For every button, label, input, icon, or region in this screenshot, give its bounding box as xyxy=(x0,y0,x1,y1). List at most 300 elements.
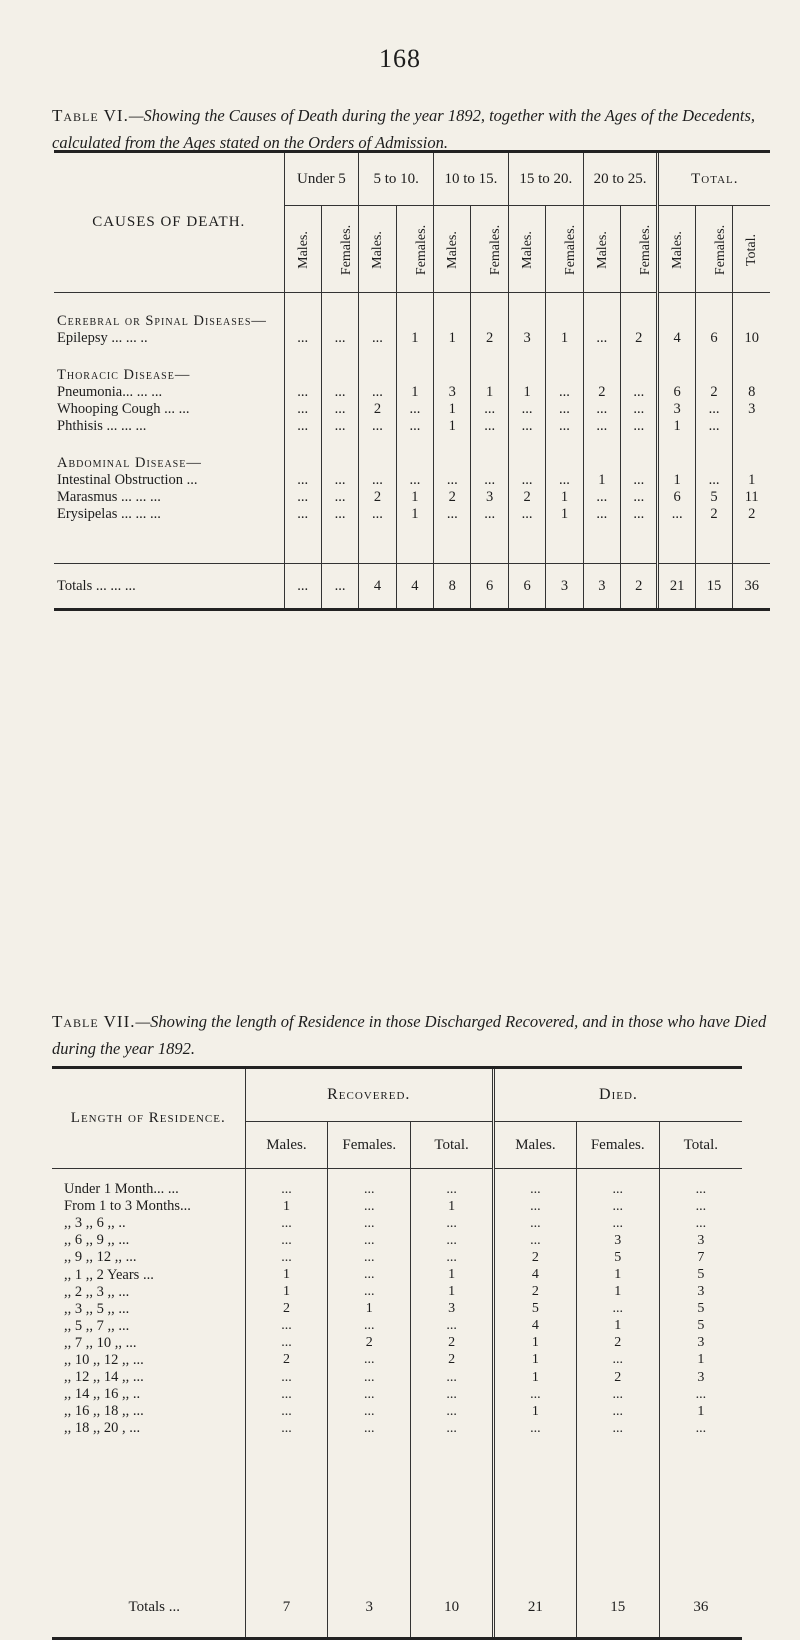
value-cell: ... xyxy=(621,384,658,401)
empty-cell xyxy=(658,435,695,455)
residence-label: ,, 3 ,, 6 ,, .. xyxy=(64,1215,126,1232)
spacer-row xyxy=(52,1437,742,1577)
table7-caption-label: Table VII. xyxy=(52,1012,136,1031)
value-cell: 1 xyxy=(434,418,471,435)
table6-caption-label: Table VI. xyxy=(52,106,129,125)
empty-cell xyxy=(733,313,770,330)
residence-label: ,, 10 ,, 12 ,, ... xyxy=(64,1351,144,1368)
empty-cell xyxy=(321,293,358,314)
value-cell: ... xyxy=(321,489,358,506)
value-cell: 2 xyxy=(583,384,620,401)
value-cell: ... xyxy=(328,1369,411,1386)
value-cell: 1 xyxy=(658,472,695,489)
total-value-cell: 36 xyxy=(733,564,770,609)
value-cell: 5 xyxy=(494,1301,577,1318)
value-cell: ... xyxy=(411,1420,494,1437)
empty-cell xyxy=(245,1437,328,1577)
value-cell: 2 xyxy=(359,401,396,418)
value-cell: 2 xyxy=(508,489,545,506)
value-cell: 6 xyxy=(695,330,732,347)
empty-cell xyxy=(508,455,545,472)
value-cell: ... xyxy=(471,401,508,418)
table-row xyxy=(52,1198,742,1215)
value-cell: 1 xyxy=(494,1369,577,1386)
empty-cell xyxy=(695,347,732,367)
empty-cell xyxy=(321,523,358,543)
value-cell: 3 xyxy=(411,1301,494,1318)
total-value-cell: 8 xyxy=(434,564,471,609)
value-cell: 3 xyxy=(659,1232,742,1249)
empty-cell xyxy=(508,523,545,543)
value-cell: ... xyxy=(245,1369,328,1386)
table7 xyxy=(52,1066,742,1640)
empty-cell xyxy=(733,367,770,384)
value-cell: ... xyxy=(328,1181,411,1198)
sex-column-header xyxy=(658,206,695,293)
empty-cell xyxy=(328,1169,411,1182)
value-cell: 3 xyxy=(659,1284,742,1301)
empty-cell xyxy=(658,367,695,384)
cause-label: Erysipelas ... ... ... xyxy=(57,506,161,522)
empty-cell xyxy=(434,543,471,564)
value-cell: 6 xyxy=(658,489,695,506)
residence-label: ,, 1 ,, 2 Years ... xyxy=(64,1266,154,1283)
value-cell: 1 xyxy=(546,489,583,506)
value-cell: ... xyxy=(621,506,658,523)
table-row xyxy=(52,1352,742,1369)
empty-cell xyxy=(471,347,508,367)
column-header: Females. xyxy=(328,1122,411,1169)
empty-cell xyxy=(695,293,732,314)
sex-column-header xyxy=(396,206,433,293)
sex-column-header xyxy=(583,206,620,293)
table-row xyxy=(52,1335,742,1352)
value-cell: ... xyxy=(359,330,396,347)
residence-label: Under 1 Month... ... xyxy=(64,1181,179,1198)
totals-label: Totals ... xyxy=(128,1598,180,1615)
empty-cell xyxy=(546,347,583,367)
value-cell: ... xyxy=(494,1198,577,1215)
value-cell: ... xyxy=(284,384,321,401)
value-cell: 1 xyxy=(583,472,620,489)
column-header: Total. xyxy=(411,1122,494,1169)
empty-cell xyxy=(695,543,732,564)
value-cell: ... xyxy=(284,401,321,418)
value-cell: 2 xyxy=(411,1352,494,1369)
value-cell: ... xyxy=(576,1215,659,1232)
empty-cell xyxy=(695,313,732,330)
value-cell: 2 xyxy=(733,506,770,523)
value-cell: ... xyxy=(659,1215,742,1232)
value-cell: 1 xyxy=(396,330,433,347)
empty-cell xyxy=(284,523,321,543)
cause-label: Marasmus ... ... ... xyxy=(57,489,161,505)
sex-column-label: Females. xyxy=(338,224,354,275)
value-cell: ... xyxy=(695,418,732,435)
residence-label: ,, 18 ,, 20 , ... xyxy=(64,1420,141,1437)
empty-cell xyxy=(658,523,695,543)
value-cell: ... xyxy=(411,1318,494,1335)
value-cell: ... xyxy=(284,330,321,347)
empty-cell xyxy=(546,543,583,564)
empty-cell xyxy=(434,435,471,455)
total-value-cell: 2 xyxy=(621,564,658,609)
cause-label: Epilepsy ... ... .. xyxy=(57,330,148,346)
page-number: 168 xyxy=(379,44,421,73)
empty-cell xyxy=(583,293,620,314)
residence-label: From 1 to 3 Months... xyxy=(64,1198,191,1215)
value-cell: ... xyxy=(284,418,321,435)
value-cell: 11 xyxy=(733,489,770,506)
empty-cell xyxy=(658,313,695,330)
empty-cell xyxy=(284,347,321,367)
spacer-cell xyxy=(54,435,284,455)
total-value-cell: 15 xyxy=(695,564,732,609)
table-row xyxy=(54,472,770,489)
empty-cell xyxy=(359,293,396,314)
spacer-cell xyxy=(54,347,284,367)
value-cell: 1 xyxy=(494,1403,577,1420)
value-cell: ... xyxy=(621,472,658,489)
sex-column-header xyxy=(321,206,358,293)
spacer-row xyxy=(54,293,770,314)
total-value-cell: 4 xyxy=(359,564,396,609)
section-title-row xyxy=(54,313,770,330)
spacer-row xyxy=(54,543,770,564)
value-cell: 1 xyxy=(733,472,770,489)
value-cell: ... xyxy=(576,1386,659,1403)
empty-cell xyxy=(733,293,770,314)
value-cell: ... xyxy=(576,1403,659,1420)
value-cell: 6 xyxy=(658,384,695,401)
value-cell: ... xyxy=(328,1352,411,1369)
spacer-row xyxy=(54,523,770,543)
age-group-header: 15 to 20. xyxy=(508,153,583,206)
value-cell: ... xyxy=(471,472,508,489)
empty-cell xyxy=(359,523,396,543)
value-cell: 2 xyxy=(576,1369,659,1386)
empty-cell xyxy=(583,543,620,564)
sex-column-header xyxy=(733,206,770,293)
value-cell: ... xyxy=(471,418,508,435)
empty-cell xyxy=(321,455,358,472)
empty-cell xyxy=(396,435,433,455)
causes-header: CAUSES OF DEATH. xyxy=(54,153,284,293)
value-cell: ... xyxy=(494,1232,577,1249)
totals-row xyxy=(52,1577,742,1637)
sex-column-label: Females. xyxy=(413,224,429,275)
value-cell: ... xyxy=(359,418,396,435)
section-title-row xyxy=(54,367,770,384)
empty-cell xyxy=(284,313,321,330)
total-value-cell: ... xyxy=(321,564,358,609)
value-cell: 1 xyxy=(508,384,545,401)
value-cell: ... xyxy=(546,401,583,418)
value-cell: ... xyxy=(245,1232,328,1249)
table-row xyxy=(52,1318,742,1335)
value-cell: ... xyxy=(245,1420,328,1437)
value-cell: ... xyxy=(328,1215,411,1232)
empty-cell xyxy=(583,313,620,330)
age-group-header: Under 5 xyxy=(284,153,359,206)
value-cell: ... xyxy=(411,1386,494,1403)
value-cell: ... xyxy=(396,418,433,435)
empty-cell xyxy=(658,293,695,314)
empty-cell xyxy=(284,367,321,384)
empty-cell xyxy=(733,455,770,472)
value-cell: ... xyxy=(494,1420,577,1437)
table-row xyxy=(54,489,770,506)
value-cell: ... xyxy=(583,330,620,347)
table7-caption xyxy=(52,1008,772,1062)
empty-cell xyxy=(434,347,471,367)
sex-column-header xyxy=(546,206,583,293)
total-value-cell: 7 xyxy=(245,1577,328,1637)
value-cell: 1 xyxy=(411,1198,494,1215)
value-cell: 2 xyxy=(695,506,732,523)
value-cell: ... xyxy=(411,1232,494,1249)
value-cell: ... xyxy=(284,489,321,506)
value-cell: 2 xyxy=(494,1284,577,1301)
empty-cell xyxy=(621,455,658,472)
empty-cell xyxy=(508,367,545,384)
residence-label: ,, 7 ,, 10 ,, ... xyxy=(64,1334,137,1351)
value-cell: ... xyxy=(659,1386,742,1403)
table-row xyxy=(54,401,770,418)
value-cell: ... xyxy=(328,1386,411,1403)
value-cell: 3 xyxy=(508,330,545,347)
value-cell: ... xyxy=(583,401,620,418)
empty-cell xyxy=(328,1437,411,1577)
sex-column-label: Males. xyxy=(519,230,535,269)
value-cell: ... xyxy=(359,506,396,523)
total-value-cell: 21 xyxy=(658,564,695,609)
table-row xyxy=(52,1181,742,1198)
spacer-cell xyxy=(52,1437,245,1577)
total-value-cell: 3 xyxy=(546,564,583,609)
value-cell: ... xyxy=(494,1181,577,1198)
value-cell: ... xyxy=(546,384,583,401)
value-cell: ... xyxy=(284,506,321,523)
empty-cell xyxy=(583,523,620,543)
sex-column-header xyxy=(695,206,732,293)
sex-column-label: Total. xyxy=(743,233,759,266)
sex-column-label: Females. xyxy=(712,224,728,275)
empty-cell xyxy=(733,347,770,367)
value-cell: 5 xyxy=(659,1318,742,1335)
empty-cell xyxy=(621,293,658,314)
table-row xyxy=(52,1215,742,1232)
value-cell: ... xyxy=(359,472,396,489)
table-row xyxy=(52,1266,742,1283)
sex-column-label: Males. xyxy=(444,230,460,269)
value-cell: 2 xyxy=(576,1335,659,1352)
empty-cell xyxy=(434,523,471,543)
empty-cell xyxy=(434,455,471,472)
empty-cell xyxy=(471,293,508,314)
empty-cell xyxy=(546,435,583,455)
value-cell: 3 xyxy=(659,1335,742,1352)
empty-cell xyxy=(359,347,396,367)
value-cell: ... xyxy=(576,1198,659,1215)
value-cell: ... xyxy=(328,1232,411,1249)
cause-label: Whooping Cough ... ... xyxy=(57,401,190,417)
table7-caption-text: —Showing the length of Residence in those Discharged Recovered, and in those who have Died during the year 1892. xyxy=(52,1012,767,1058)
value-cell: ... xyxy=(546,472,583,489)
value-cell: ... xyxy=(328,1266,411,1283)
table6-caption-text: —Showing the Causes of Death during the year 1892, together with the Ages of the Decedents, calculated from the Ages stated on the Orders of Admission. xyxy=(52,106,756,152)
value-cell: ... xyxy=(328,1198,411,1215)
value-cell: 2 xyxy=(245,1352,328,1369)
value-cell: ... xyxy=(411,1215,494,1232)
value-cell: 1 xyxy=(494,1352,577,1369)
empty-cell xyxy=(396,313,433,330)
value-cell: 1 xyxy=(434,330,471,347)
spacer-cell xyxy=(54,293,284,314)
value-cell: ... xyxy=(583,489,620,506)
value-cell: 2 xyxy=(494,1249,577,1266)
value-cell: 1 xyxy=(245,1198,328,1215)
table6-header-row xyxy=(54,153,770,206)
value-cell: ... xyxy=(508,506,545,523)
value-cell: 1 xyxy=(328,1301,411,1318)
value-cell: ... xyxy=(284,472,321,489)
total-value-cell: 6 xyxy=(471,564,508,609)
value-cell: ... xyxy=(658,506,695,523)
sex-column-label: Males. xyxy=(594,230,610,269)
total-value-cell: 36 xyxy=(659,1577,742,1637)
empty-cell xyxy=(411,1437,494,1577)
residence-label: ,, 5 ,, 7 ,, ... xyxy=(64,1317,130,1334)
value-cell: 1 xyxy=(659,1352,742,1369)
value-cell: ... xyxy=(576,1181,659,1198)
total-value-cell: 3 xyxy=(328,1577,411,1637)
empty-cell xyxy=(434,367,471,384)
section-title: Abdominal Disease— xyxy=(57,455,202,471)
value-cell: ... xyxy=(411,1181,494,1198)
empty-cell xyxy=(396,543,433,564)
empty-cell xyxy=(396,293,433,314)
totals-label: Totals ... ... ... xyxy=(54,564,284,609)
sex-column-header xyxy=(284,206,321,293)
residence-label: ,, 9 ,, 12 ,, ... xyxy=(64,1249,137,1266)
total-value-cell: 21 xyxy=(494,1577,577,1637)
value-cell: ... xyxy=(621,418,658,435)
value-cell: 4 xyxy=(494,1266,577,1283)
empty-cell xyxy=(396,367,433,384)
empty-cell xyxy=(546,523,583,543)
empty-cell xyxy=(396,455,433,472)
value-cell: ... xyxy=(508,401,545,418)
section-title: Cerebral or Spinal Diseases— xyxy=(57,313,267,329)
cause-label: Pneumonia... ... ... xyxy=(57,384,163,400)
empty-cell xyxy=(359,367,396,384)
column-header: Males. xyxy=(494,1122,577,1169)
value-cell: ... xyxy=(245,1335,328,1352)
value-cell: 1 xyxy=(396,384,433,401)
value-cell: 1 xyxy=(471,384,508,401)
value-cell: ... xyxy=(245,1249,328,1266)
value-cell: ... xyxy=(494,1215,577,1232)
table-row xyxy=(52,1301,742,1318)
spacer-row xyxy=(52,1169,742,1182)
empty-cell xyxy=(284,293,321,314)
section-title-row xyxy=(54,455,770,472)
spacer-row xyxy=(54,435,770,455)
value-cell: ... xyxy=(621,401,658,418)
residence-label: ,, 2 ,, 3 ,, ... xyxy=(64,1283,130,1300)
value-cell: ... xyxy=(328,1403,411,1420)
value-cell: 2 xyxy=(471,330,508,347)
table-row xyxy=(52,1369,742,1386)
value-cell: 1 xyxy=(396,489,433,506)
outcome-group-header: Recovered. xyxy=(245,1069,493,1122)
value-cell: 1 xyxy=(245,1266,328,1283)
empty-cell xyxy=(621,347,658,367)
empty-cell xyxy=(508,347,545,367)
residence-label: ,, 14 ,, 16 ,, .. xyxy=(64,1386,141,1403)
empty-cell xyxy=(583,367,620,384)
value-cell: ... xyxy=(434,472,471,489)
value-cell: ... xyxy=(245,1181,328,1198)
value-cell: ... xyxy=(321,330,358,347)
sex-column-label: Females. xyxy=(488,224,504,275)
value-cell: 3 xyxy=(658,401,695,418)
value-cell: ... xyxy=(471,506,508,523)
value-cell: ... xyxy=(576,1420,659,1437)
value-cell: 1 xyxy=(411,1284,494,1301)
value-cell: ... xyxy=(359,384,396,401)
value-cell: 1 xyxy=(546,506,583,523)
empty-cell xyxy=(658,455,695,472)
value-cell: 1 xyxy=(494,1335,577,1352)
value-cell: ... xyxy=(576,1352,659,1369)
value-cell: ... xyxy=(411,1369,494,1386)
empty-cell xyxy=(733,543,770,564)
value-cell: ... xyxy=(583,506,620,523)
sex-column-header xyxy=(434,206,471,293)
empty-cell xyxy=(434,313,471,330)
empty-cell xyxy=(471,435,508,455)
empty-cell xyxy=(508,435,545,455)
value-cell: ... xyxy=(245,1386,328,1403)
empty-cell xyxy=(621,367,658,384)
value-cell: ... xyxy=(321,401,358,418)
empty-cell xyxy=(695,523,732,543)
empty-cell xyxy=(321,367,358,384)
empty-cell xyxy=(321,543,358,564)
value-cell: 3 xyxy=(471,489,508,506)
value-cell: ... xyxy=(576,1301,659,1318)
empty-cell xyxy=(695,455,732,472)
value-cell: 3 xyxy=(434,384,471,401)
value-cell: 8 xyxy=(733,384,770,401)
value-cell: 1 xyxy=(659,1403,742,1420)
empty-cell xyxy=(621,543,658,564)
age-group-header: 10 to 15. xyxy=(434,153,509,206)
value-cell: ... xyxy=(494,1386,577,1403)
table-row xyxy=(52,1249,742,1266)
value-cell: 2 xyxy=(434,489,471,506)
length-header: Length of Residence. xyxy=(52,1069,245,1169)
table6 xyxy=(54,150,770,611)
empty-cell xyxy=(494,1169,577,1182)
value-cell: 4 xyxy=(494,1318,577,1335)
table-row xyxy=(52,1386,742,1403)
total-value-cell: 15 xyxy=(576,1577,659,1637)
spacer-row xyxy=(54,347,770,367)
empty-cell xyxy=(396,347,433,367)
